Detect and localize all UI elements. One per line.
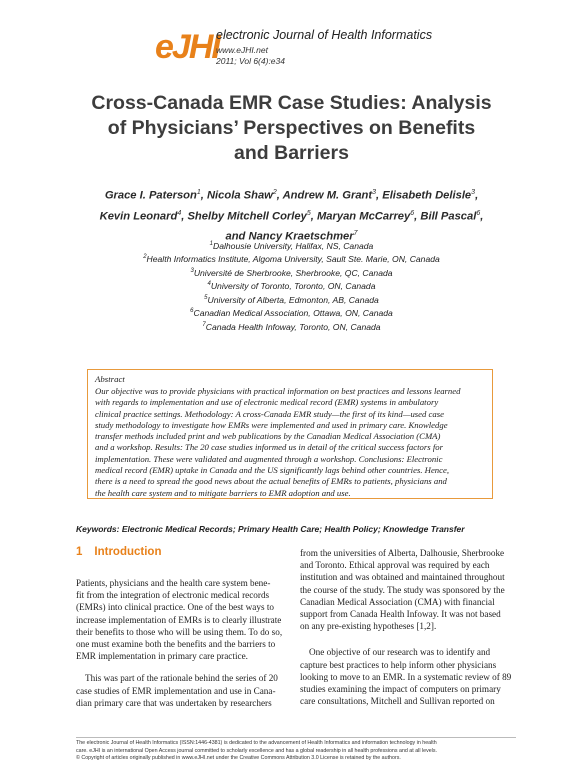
body-line: their benefits to those who will be using them. To do so,: [76, 626, 283, 637]
title-line: of Physicians’ Perspectives on Benefits: [107, 117, 476, 139]
logo-text: eJHI: [155, 28, 219, 66]
author-name: Kevin Leonard: [99, 210, 178, 223]
author-affiliation-mark: 5: [306, 209, 311, 217]
body-line: one must examine both the benefits and the barriers to: [76, 639, 276, 650]
body-line: the course of the study. The study was sponsored by the: [300, 584, 505, 595]
body-line: institution and was obtained and maintained throughout: [300, 572, 505, 583]
body-line: Patients, physicians and the health care system bene-: [76, 578, 271, 588]
affiliation: [40, 279, 543, 292]
affiliation: [40, 239, 543, 252]
body-line: and Toronto. Ethical approval was required by each: [300, 560, 490, 571]
author-name: Grace I. Paterson: [104, 189, 197, 202]
body-line: studies examining the impact of computers on primary: [300, 684, 501, 695]
journal-logo: [155, 25, 219, 69]
affiliation-text: Canada Health Infoway, Toronto, ON, Canada: [205, 321, 381, 332]
author-affiliation-mark: 1: [196, 189, 201, 196]
abstract-line: medical record (EMR) uptake in Canada and the US significantly lags behind other countries. Hence,: [95, 465, 450, 476]
body-line: This was part of the rationale behind the series of 20: [85, 673, 278, 684]
affiliation-number: 6: [190, 308, 194, 315]
affiliation-number: 3: [190, 267, 194, 274]
section-number: 1: [76, 546, 83, 558]
abstract-line: with regards to implementation and use of electronic medical record (EMR) systems in ambulatory: [95, 397, 439, 408]
footer-line: The electronic Journal of Health Informatics (ISSN:1446-4381) is dedicated to the advancement of Health Informatics and information technology in health: [76, 740, 437, 746]
body-line: case studies of EMR implementation and use in Cana-: [76, 685, 276, 696]
affiliation: [40, 266, 543, 279]
body-line: dian primary care that was undertaken by researchers: [76, 697, 272, 708]
paper-title: [40, 91, 543, 166]
body-line: from the universities of Alberta, Dalhousie, Sherbrooke: [300, 548, 505, 558]
abstract-line: the health care system and to mitigate barriers to EMR adoption and use.: [95, 487, 351, 498]
section-title: Introduction: [94, 546, 162, 558]
author-list: Grace I. Paterson$^1$, Nicola Shaw$^2$, Andrew M. Grant$^3$, Elisabeth Delisle$^3$, Kevin Leonard$^4$, Shelby Mitchell Corley$^5$, Maryan McCarrey$^6$, Bill Pascal$^6$, and Nancy Kraetschmer$^7$: [99, 189, 484, 244]
affiliation-text: Université de Sherbrooke, Sherbrooke, QC, Canada: [193, 267, 393, 278]
body-line: looking to move to an EMR. In a systematic review of 89: [300, 671, 512, 682]
author-affiliation-mark: 6: [410, 209, 415, 217]
affiliation-number: 1: [209, 241, 213, 247]
affiliation: [40, 320, 543, 333]
author-affiliation-mark: 3: [372, 189, 377, 196]
author-name: Nicola Shaw: [206, 189, 273, 202]
abstract-line: there is a need to spread the good news about the actual benefits of EMRs to patients, physicians and: [95, 476, 447, 487]
body-line: One objective of our research was to identify and: [309, 647, 491, 658]
footer-divider: [76, 737, 516, 738]
author-name: Maryan McCarrey: [316, 210, 411, 223]
author-affiliation-mark: 7: [353, 230, 358, 238]
affiliation-number: 2: [143, 254, 147, 261]
body-line: (EMRs) into clinical practice. One of the best ways to: [76, 602, 274, 613]
affiliation: [40, 293, 543, 306]
abstract-heading: Abstract: [95, 374, 125, 384]
page-footer: [76, 740, 516, 763]
body-line: fit from the integration of electronic medical records: [76, 590, 270, 601]
abstract-line: transfer methods included print and web publications by the Canadian Medical Association (CMA): [95, 431, 441, 442]
body-line: Canadian Medical Association (CMA) with financial: [300, 596, 495, 607]
abstract-text: [95, 386, 485, 499]
affiliation: [40, 252, 543, 265]
body-line: capture best practices to help inform other physicians: [300, 659, 497, 670]
left-column: [76, 577, 292, 709]
author-name: Bill Pascal: [420, 210, 477, 223]
abstract-line: implementation. These were validated and augmented through a workshop. Conclusions: Electronic: [95, 453, 443, 464]
author-affiliation-mark: 4: [177, 209, 182, 217]
abstract-line: study methodology to investigate how EMRs were implemented and used in primary care. Knowledge: [95, 419, 448, 430]
body-line: on any pre-existing hypotheses [1,2].: [300, 621, 437, 632]
affiliation-text: Dalhousie University, Halifax, NS, Canada: [213, 240, 374, 251]
body-line: increase implementation of EMRs is to clearly illustrate: [76, 614, 282, 625]
author-name: Elisabeth Delisle: [382, 189, 472, 202]
author-name: Andrew M. Grant: [282, 189, 373, 202]
abstract-box: [87, 369, 493, 499]
body-line: support from Canada Health Infoway. It was not based: [300, 609, 501, 620]
section-heading: [76, 546, 161, 558]
author-name: Nancy Kraetschmer: [248, 231, 354, 244]
affiliation-list: [40, 239, 543, 333]
abstract-line: and a workshop. Results: The 20 case studies informed us in detail of the critical success factors for: [95, 442, 443, 453]
title-line: and Barriers: [234, 142, 349, 164]
author-affiliation-mark: 6: [476, 209, 481, 217]
affiliation-number: 4: [207, 281, 211, 288]
keywords: Keywords: Electronic Medical Records; Primary Health Care; Health Policy; Knowledge Transfer: [76, 524, 465, 534]
journal-issue: 2011; Vol 6(4):e34: [216, 56, 285, 66]
abstract-line: clinical practice settings. Methodology: A cross-Canada EMR study—the first of its kind—used case: [95, 408, 444, 419]
journal-url: www.eJHI.net: [216, 45, 268, 55]
author-affiliation-mark: 2: [272, 189, 277, 196]
author-affiliation-mark: 3: [471, 189, 476, 196]
affiliation-number: 5: [204, 294, 208, 301]
right-column: [300, 547, 516, 707]
author-name: Shelby Mitchell Corley: [187, 210, 307, 223]
affiliation: [40, 306, 543, 319]
footer-line: © Copyright of articles originally published in www.eJHI.net under the Creative Commons Attribution 3.0 License is retained by the authors.: [76, 755, 401, 762]
affiliation-text: Health Informatics Institute, Algoma University, Sault Ste. Marie, ON, Canada: [146, 254, 440, 265]
body-line: EMR implementation in primary care practice.: [76, 651, 248, 662]
affiliation-number: 7: [202, 321, 206, 328]
footer-line: care. eJHI is an international Open Access journal committed to scholarly excellence and has a global readership in all health professions and at all levels.: [76, 747, 437, 754]
affiliation-text: University of Alberta, Edmonton, AB, Canada: [207, 294, 379, 305]
affiliation-text: Canadian Medical Association, Ottawa, ON, Canada: [193, 308, 393, 319]
title-line: Cross-Canada EMR Case Studies: Analysis: [91, 92, 492, 114]
affiliation-text: University of Toronto, Toronto, ON, Canada: [210, 281, 376, 292]
abstract-line: Our objective was to provide physicians with practical information on best practices and lessons learned: [95, 386, 461, 396]
body-line: care consultations, Mitchell and Sullivan reported on: [300, 696, 495, 707]
journal-name: electronic Journal of Health Informatics: [216, 28, 433, 42]
